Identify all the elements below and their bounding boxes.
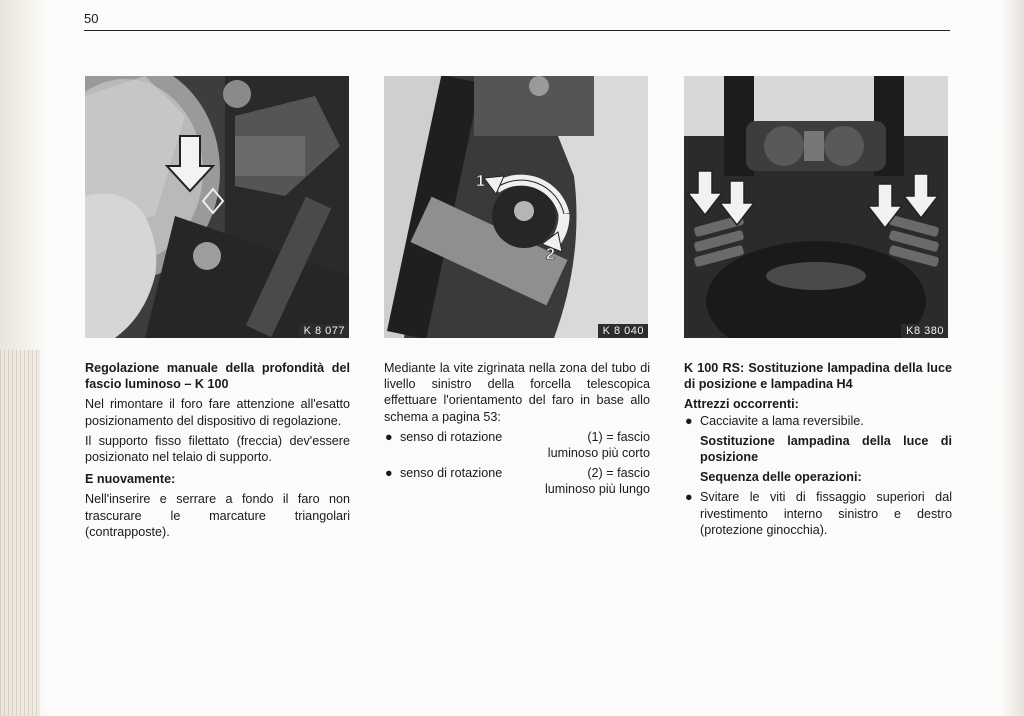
section-heading: E nuovamente: [85, 472, 176, 487]
list-item [684, 489, 952, 538]
rotation-label: senso di rotazione [400, 466, 503, 481]
photo-headlamp-adjuster [85, 76, 349, 338]
photo-label-2: 2 [546, 246, 555, 263]
header-rule [84, 30, 950, 31]
photo-rotation-knob [384, 76, 648, 338]
section-title: K 100 RS: Sostituzione lampadina della luce di posizione e lampadina H4 [684, 361, 952, 392]
list-item [384, 465, 650, 497]
rotation-value: (2) = fascio [587, 466, 650, 481]
list-item [384, 429, 650, 461]
page-edge-stack [0, 350, 40, 716]
photo-code: K 8 077 [299, 324, 349, 338]
paragraph: Nell'inserire e serrare a fondo il faro non trascurare le marcature triangolari (contrapposte). [85, 492, 350, 539]
section-title: Regolazione manuale della profondità del fascio luminoso – K 100 [85, 361, 350, 392]
sub-heading: Sequenza delle operazioni: [700, 470, 862, 485]
bullet-icon: ● [685, 413, 693, 428]
rotation-result: luminoso più corto [547, 446, 650, 461]
photo-label-1: 1 [476, 173, 485, 190]
paragraph: Il supporto fisso filettato (freccia) dev'essere posizionato nel telaio di supporto. [85, 433, 350, 465]
photo-code: K8 380 [901, 324, 948, 338]
sub-heading: Sostituzione lampadina della luce di posizione [700, 433, 952, 465]
photo-dashboard-panels-image [684, 76, 948, 338]
paragraph: Mediante la vite zigrinata nella zona del tubo di livello sinistro della forcella telescopica effettuare l'orientamento del faro in base allo schema a pagina 53: [384, 361, 650, 424]
bullet-icon: ● [385, 466, 393, 481]
rotation-value: (1) = fascio [587, 429, 650, 444]
column-beam-orientation [384, 360, 650, 502]
tools-heading: Attrezzi occorrenti: [684, 397, 799, 412]
photo-rotation-knob-image [384, 76, 648, 338]
bullet-icon: ● [685, 490, 693, 505]
bullet-icon: ● [385, 429, 393, 444]
column-bulb-replacement [684, 360, 952, 538]
photo-code: K 8 040 [598, 324, 648, 338]
photo-dashboard-panels [684, 76, 948, 338]
rotation-label: senso di rotazione [400, 429, 503, 444]
paragraph: Nel rimontare il foro fare attenzione all'esatto posizionamento del dispositivo di regolazione. [85, 397, 350, 428]
rotation-result: luminoso più lungo [544, 482, 650, 497]
list-item [684, 413, 952, 429]
page-number: 50 [84, 11, 99, 26]
tools-item: Cacciavite a lama reversibile. [700, 413, 864, 428]
photo-headlamp-adjuster-image [85, 76, 349, 338]
page-right-edge [1002, 0, 1024, 716]
column-headlamp-adjustment [85, 360, 350, 540]
step-text: Svitare le viti di fissaggio superiori dal rivestimento interno sinistro e destro (protezione ginocchia). [700, 490, 952, 537]
